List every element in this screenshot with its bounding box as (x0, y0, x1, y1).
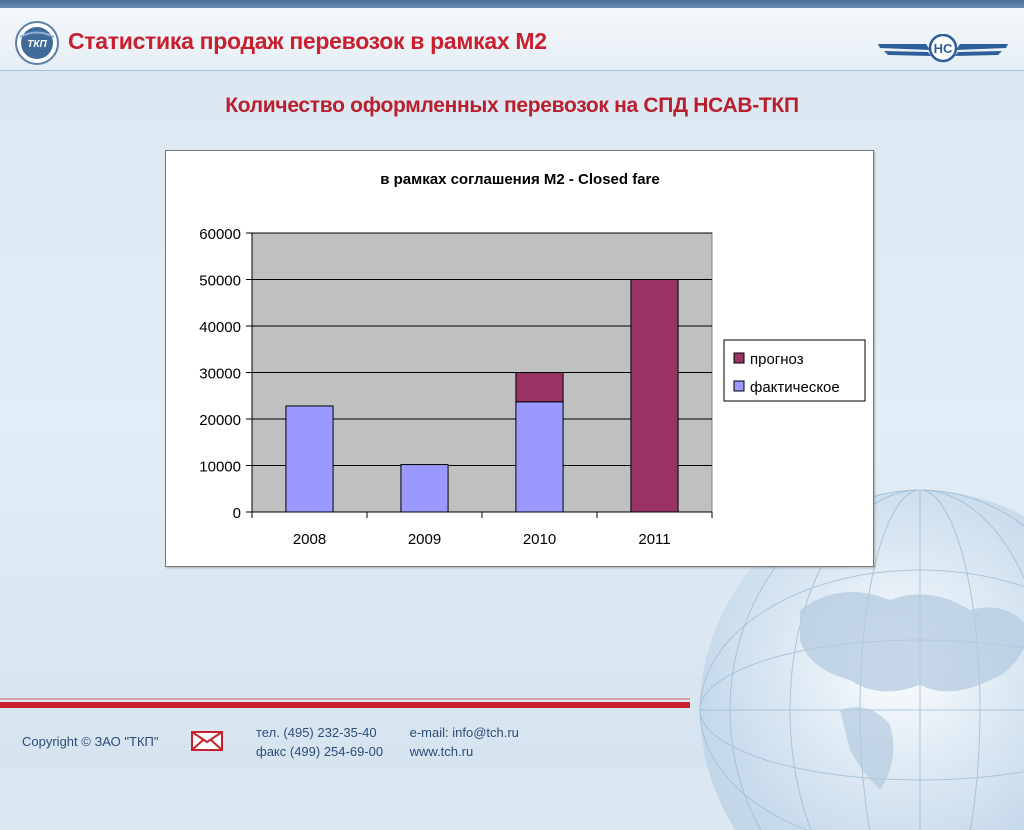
mail-icon[interactable] (191, 731, 223, 751)
x-tick-label: 2010 (522, 531, 557, 548)
legend-swatch-прогноз (734, 353, 744, 363)
bar-chart (166, 151, 873, 566)
footer-email[interactable]: e-mail: info@tch.ru (409, 725, 519, 740)
bar-фактическое-2010 (516, 402, 563, 512)
bar-прогноз-2011 (631, 280, 678, 513)
legend-label-фактическое: фактическое (750, 379, 840, 396)
plot-area (199, 226, 712, 548)
legend-label-прогноз: прогноз (750, 351, 804, 368)
y-tick-label: 10000 (199, 458, 241, 476)
y-tick-label: 0 (232, 505, 241, 522)
x-tick-label: 2009 (407, 531, 442, 548)
bar-фактическое-2009 (401, 465, 448, 512)
company-logo-text: ТКП (27, 39, 47, 50)
chart-title: в рамках соглашения М2 - Closed fare (380, 171, 660, 188)
company-logo (14, 20, 60, 66)
y-tick-label: 60000 (199, 226, 241, 243)
y-tick-label: 40000 (199, 319, 241, 336)
footer-contacts (256, 723, 519, 761)
footer-copyright: Copyright © ЗАО "ТКП" (22, 734, 159, 749)
slide-subtitle: Количество оформленных перевозок на СПД НСАВ-ТКП (225, 94, 799, 117)
page-title: Статистика продаж перевозок в рамках М2 (68, 28, 547, 54)
legend-swatch-фактическое (734, 381, 744, 391)
y-tick-label: 50000 (199, 272, 241, 290)
chart-container (165, 150, 874, 567)
ns-logo-text: НС (933, 41, 953, 56)
header (0, 8, 1024, 71)
x-tick-label: 2008 (292, 531, 327, 548)
chart-legend (724, 340, 865, 401)
top-accent-bar (0, 0, 1024, 8)
footer-fax: факс (499) 254-69-00 (256, 744, 384, 759)
bar-прогноз-2010 (516, 373, 563, 402)
footer-phone: тел. (495) 232-35-40 (256, 725, 377, 740)
footer-website[interactable]: www.tch.ru (409, 744, 474, 759)
bar-фактическое-2008 (286, 406, 333, 512)
y-tick-label: 20000 (199, 412, 241, 429)
x-tick-label: 2011 (638, 531, 671, 548)
y-tick-label: 30000 (199, 365, 241, 383)
footer-divider (0, 698, 690, 710)
ns-winged-logo (878, 34, 1008, 66)
